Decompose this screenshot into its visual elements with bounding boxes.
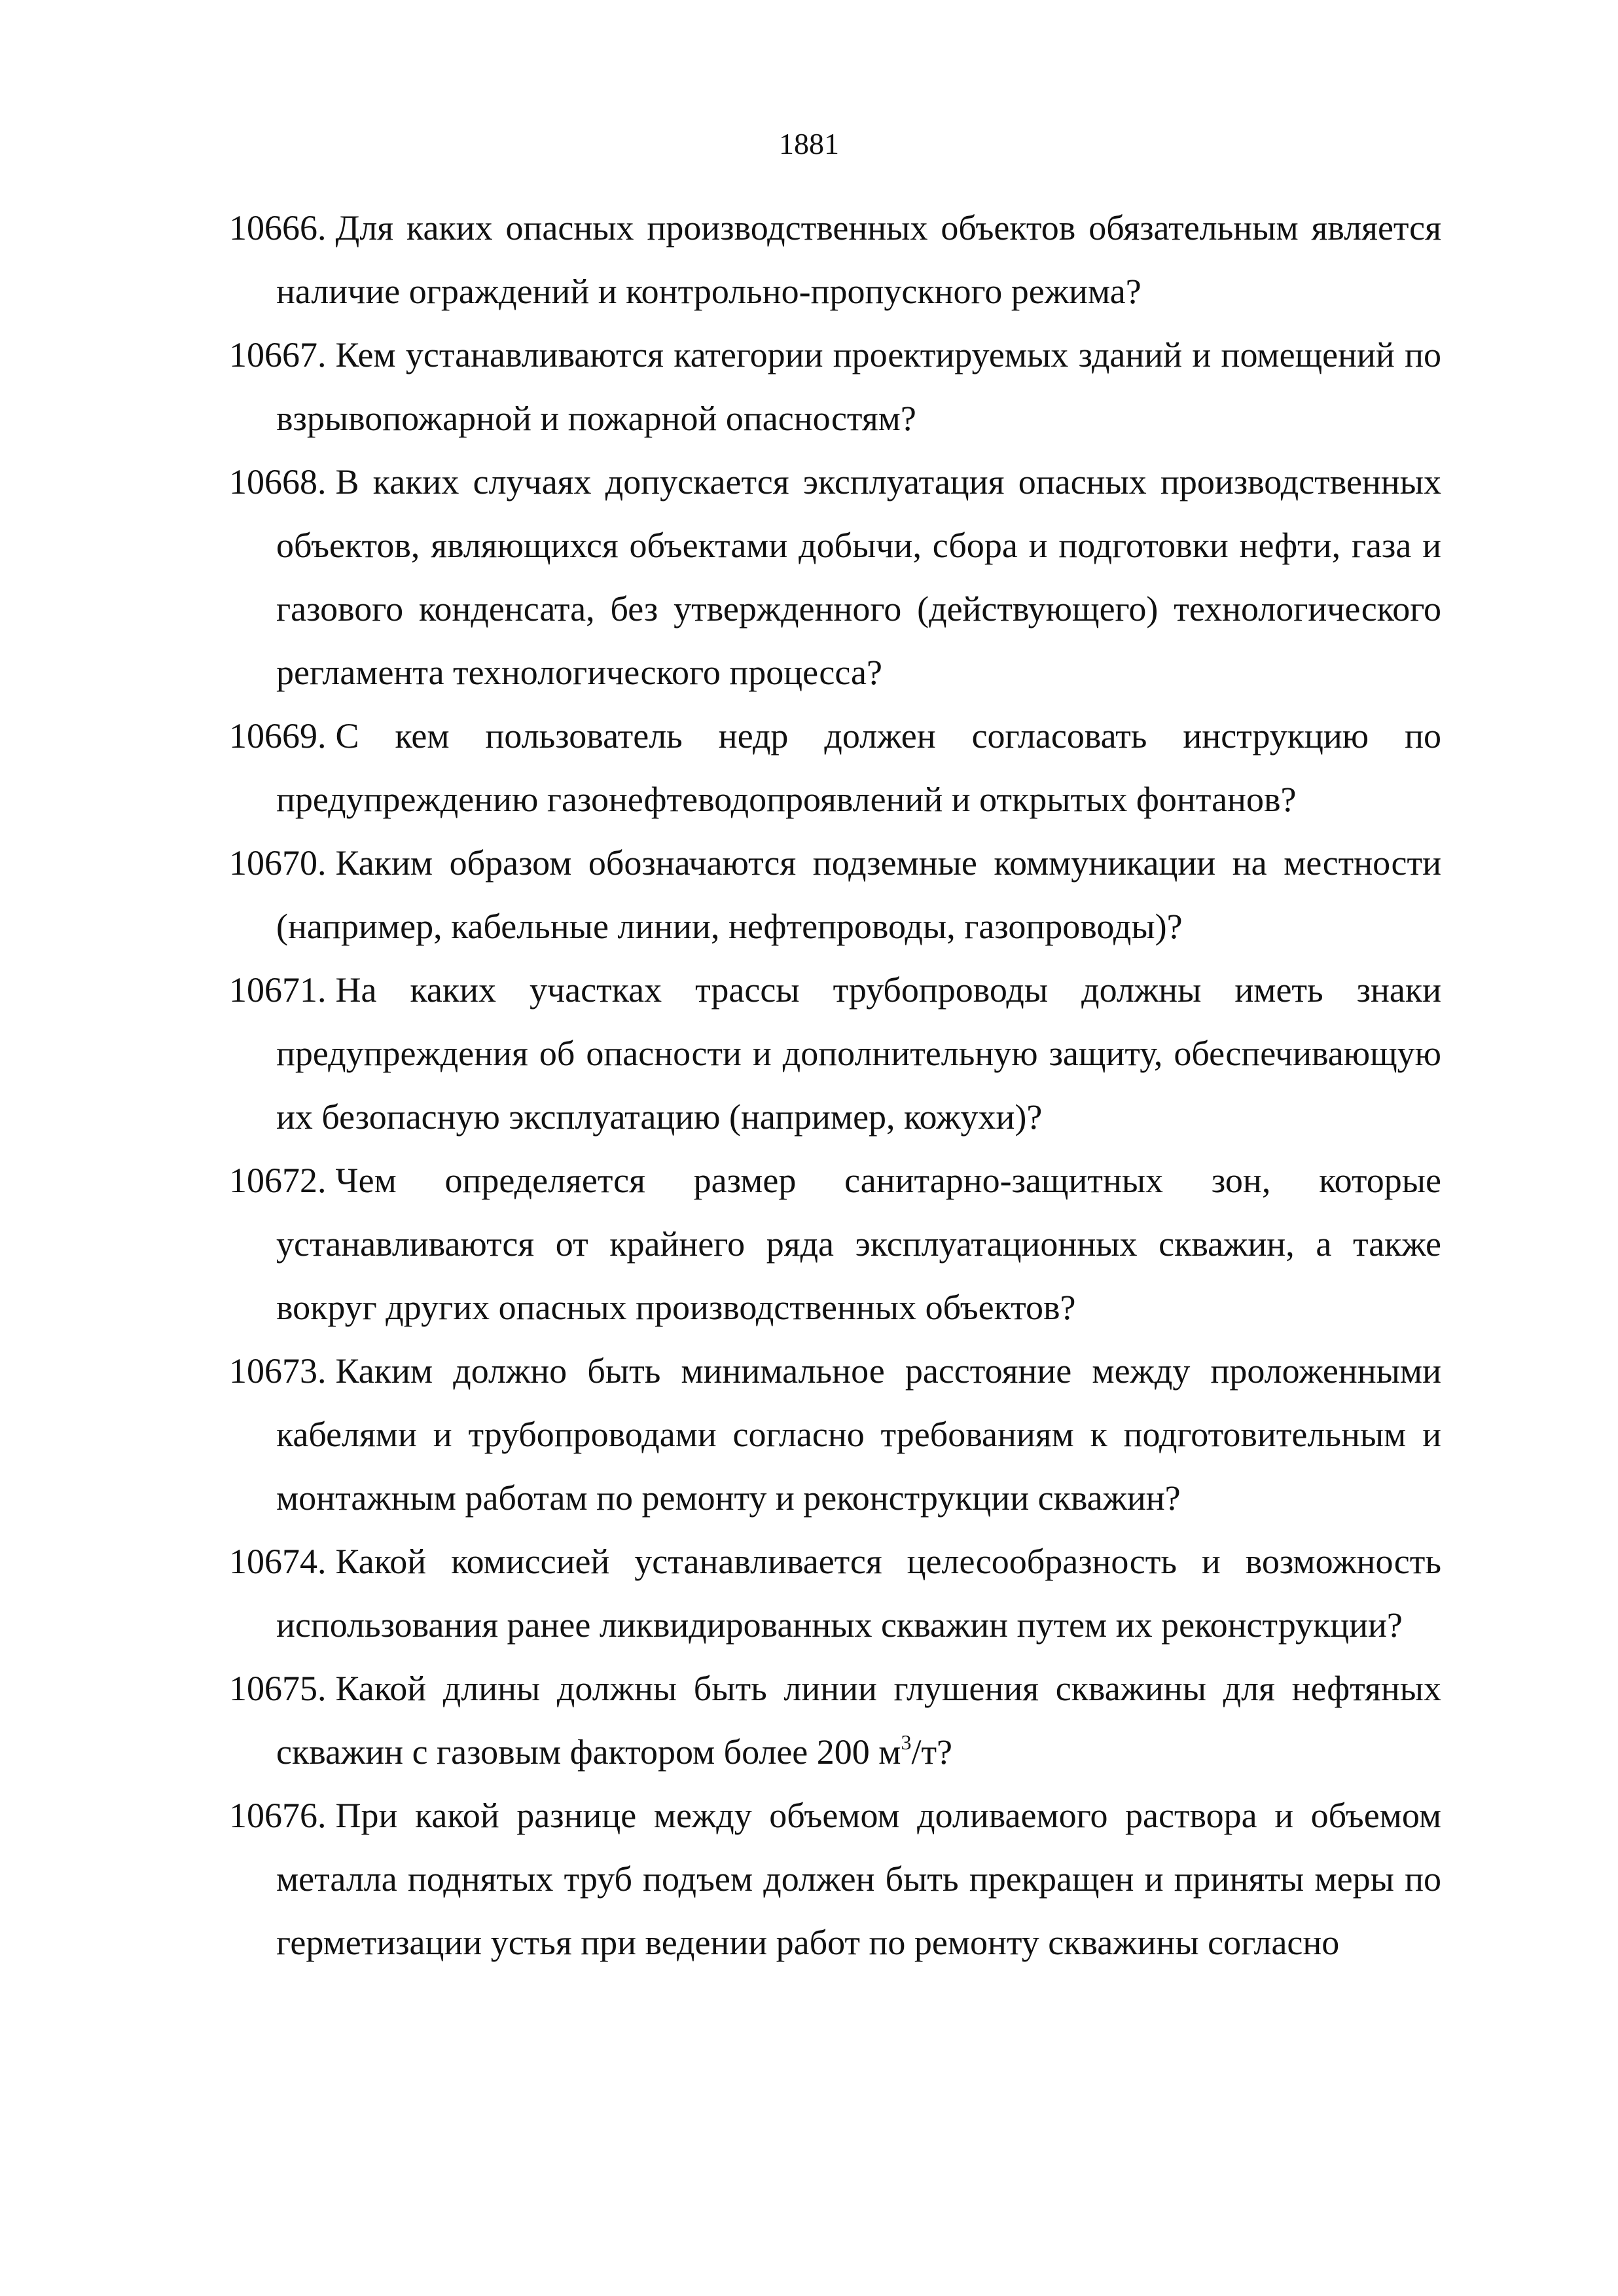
question-text: В каких случаях допускается эксплуатация опасных производственных объектов, являющихся объектами добычи, сбора и подготовки нефти, газа и газового конденсата, без утвержденного (действующего) технологического регламента технологического процесса?: [276, 462, 1441, 692]
question-item: [229, 1784, 1441, 1975]
question-number: 10673.: [229, 1351, 327, 1391]
question-number: 10675.: [229, 1669, 327, 1708]
question-text: Каким образом обозначаются подземные коммуникации на местности (например, кабельные линии, нефтепроводы, газопроводы)?: [276, 843, 1441, 946]
question-number: 10670.: [229, 843, 327, 883]
question-text: Кем устанавливаются категории проектируемых зданий и помещений по взрывопожарной и пожарной опасностям?: [276, 335, 1441, 438]
question-text: На каких участках трассы трубопроводы должны иметь знаки предупреждения об опасности и дополнительную защиту, обеспечивающую их безопасную эксплуатацию (например, кожухи)?: [276, 970, 1441, 1137]
question-number: 10666.: [229, 208, 327, 247]
question-item: [229, 1530, 1441, 1657]
question-item: [229, 323, 1441, 450]
page-number: 1881: [779, 127, 839, 160]
question-text: Чем определяется размер санитарно-защитных зон, которые устанавливаются от крайнего ряда эксплуатационных скважин, а также вокруг других опасных производственных объектов?: [276, 1161, 1441, 1327]
question-number: 10668.: [229, 462, 327, 501]
question-number: 10667.: [229, 335, 327, 374]
question-item: [229, 1149, 1441, 1339]
question-item: [229, 958, 1441, 1149]
question-text: Для каких опасных производственных объектов обязательным является наличие ограждений и контрольно-пропускного режима?: [276, 208, 1441, 311]
question-item: [229, 831, 1441, 958]
question-number: 10674.: [229, 1542, 327, 1581]
question-text: При какой разнице между объемом доливаемого раствора и объемом металла поднятых труб подъем должен быть прекращен и приняты меры по герметизации устья при ведении работ по ремонту скважины согласно: [276, 1796, 1441, 1962]
question-list: [229, 196, 1441, 1975]
question-number: 10671.: [229, 970, 327, 1010]
question-number: 10672.: [229, 1161, 327, 1200]
question-item: [229, 1657, 1441, 1784]
question-item: [229, 450, 1441, 704]
question-text-tail: /т?: [911, 1732, 953, 1772]
question-text: Какой длины должны быть линии глушения скважины для нефтяных скважин с газовым фактором более 200 м: [276, 1669, 1441, 1772]
question-item: [229, 1339, 1441, 1530]
question-text: Какой комиссией устанавливается целесообразность и возможность использования ранее ликвидированных скважин путем их реконструкции?: [276, 1542, 1441, 1645]
question-item: [229, 704, 1441, 831]
question-text: С кем пользователь недр должен согласовать инструкцию по предупреждению газонефтеводопроявлений и открытых фонтанов?: [276, 716, 1441, 819]
question-item: [229, 196, 1441, 323]
question-text: Каким должно быть минимальное расстояние между проложенными кабелями и трубопроводами согласно требованиям к подготовительным и монтажным работам по ремонту и реконструкции скважин?: [276, 1351, 1441, 1518]
question-number: 10669.: [229, 716, 327, 756]
superscript-exponent: 3: [901, 1730, 912, 1754]
question-number: 10676.: [229, 1796, 327, 1835]
